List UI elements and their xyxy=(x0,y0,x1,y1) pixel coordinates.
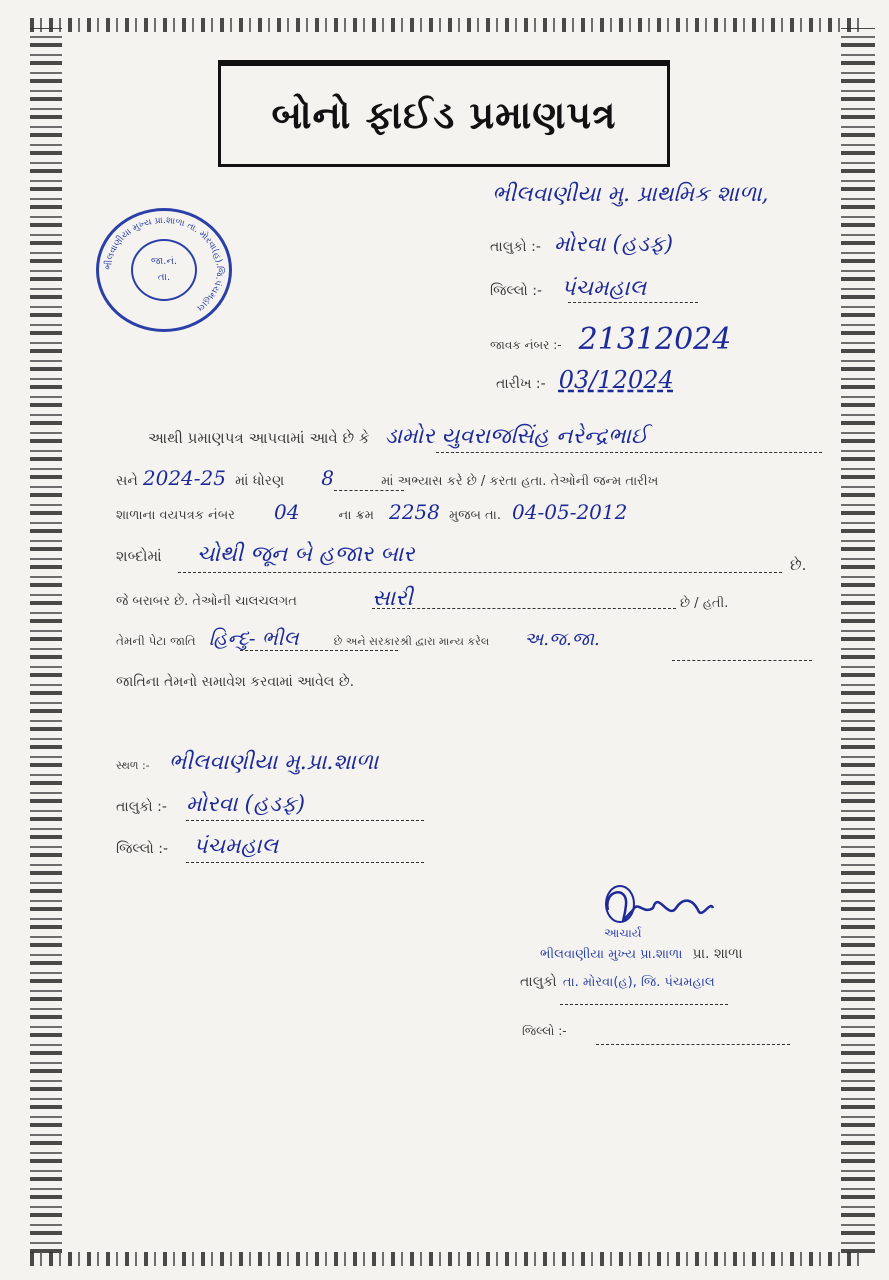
dob-label: મુજબ તા. xyxy=(448,508,501,523)
year-label: સને xyxy=(116,473,138,489)
footer-place-label: સ્થળ :- xyxy=(116,759,150,772)
words-label: શબ્દોમાં xyxy=(116,547,162,565)
footer-district-value: પંચમહાલ xyxy=(193,834,279,859)
decorative-border-left xyxy=(30,28,62,1253)
seal-ring-text: ભીલવાણીયા મુખ્ય પ્રા.શાળા તા. મોરવા(હ).જિ.પંચમહાલ xyxy=(103,215,225,313)
footer-district-label: જિલ્લો :- xyxy=(116,841,168,857)
signature-taluka-label: તાલુકો xyxy=(520,974,557,990)
conduct-value: સારી xyxy=(371,586,413,611)
page-title: બોનો ફાઈડ પ્રમાણપત્ર xyxy=(271,92,617,137)
header-date-value: 03/12024 xyxy=(558,366,674,394)
footer-taluka-value: મોરવા (હડફ) xyxy=(186,792,306,817)
dob-words-value: ચોથી જૂન બે હજાર બાર xyxy=(196,542,415,567)
signature-stamp-suffix: પ્રા. શાળા xyxy=(692,946,743,962)
body-last-line: જાતિના તેમનો સમાવેશ કરવામાં આવેલ છે. xyxy=(116,674,355,690)
caste-value: હિન્દુ- ભીલ xyxy=(208,626,299,650)
header-outward-label: જાવક નંબર :- xyxy=(490,338,562,352)
conduct-prefix: જે બરાબર છે. તેઓની ચાલચલગત xyxy=(116,594,297,609)
conduct-suffix: છે / હતી. xyxy=(680,596,729,611)
decorative-border-right xyxy=(841,28,875,1253)
title-box xyxy=(218,60,670,167)
header-district-label: જિલ્લો :- xyxy=(490,283,542,299)
decorative-border-top xyxy=(30,18,860,32)
serial-value: 2258 xyxy=(388,500,440,524)
signature-stamp-line1: ભીલવાણીયા મુખ્ય પ્રા.શાળા xyxy=(540,947,683,962)
student-name: ડામોર યુવરાજસિંહ નરેન્દ્રભાઈ xyxy=(384,424,648,449)
register-value: 04 xyxy=(273,500,300,524)
seal-inner-line2: તા. xyxy=(157,272,171,283)
seal-inner-line1: જા.નં. xyxy=(150,256,178,267)
decorative-border-bottom xyxy=(30,1252,860,1266)
footer-taluka-label: તાલુકો :- xyxy=(116,799,167,815)
signature-district-label: જિલ્લો :- xyxy=(522,1024,567,1038)
header-outward-value: 21312024 xyxy=(578,322,732,357)
caste-prefix: તેમની પેટા જાતિ xyxy=(116,634,196,648)
seal-inner xyxy=(131,239,197,301)
words-suffix: છે. xyxy=(790,556,807,574)
school-seal-stamp xyxy=(96,208,232,332)
dob-value: 04-05-2012 xyxy=(512,500,628,524)
body-line2-suffix: માં અભ્યાસ કરે છે / કરતા હતા. તેઓની જન્મ તારીખ xyxy=(381,474,659,489)
body-line1-prefix: આથી પ્રમાણપત્ર આપવામાં આવે છે કે xyxy=(148,429,370,447)
header-school: ભીલવાણીયા મુ. પ્રાથમિક શાળા, xyxy=(492,182,769,207)
caste-mid: છે અને સરકારશ્રી દ્વારા માન્ય કરેલ xyxy=(333,635,490,648)
header-date-label: તારીખ :- xyxy=(496,376,546,392)
std-label: માં ધોરણ xyxy=(235,473,285,489)
std-value: 8 xyxy=(321,466,335,490)
category-value: અ.જ.જા. xyxy=(524,629,600,650)
register-label: શાળાના વયપત્રક નંબર xyxy=(116,508,235,523)
header-district-value: પંચમહાલ xyxy=(561,276,647,301)
header-taluka-value: મોરવા (હડફ) xyxy=(554,232,674,257)
footer-place-value: ભીલવાણીયા મુ.પ્રા.શાળા xyxy=(168,750,379,775)
year-value: 2024-25 xyxy=(142,466,226,490)
header-taluka-label: તાલુકો :- xyxy=(490,239,541,255)
signature-title: આચાર્ય xyxy=(604,926,642,940)
serial-label: ના ક્રમ xyxy=(338,508,374,523)
principal-signature-icon xyxy=(598,880,718,930)
signature-stamp-line2: તા. મોરવા(હ), જિ. પંચમહાલ xyxy=(562,975,715,990)
